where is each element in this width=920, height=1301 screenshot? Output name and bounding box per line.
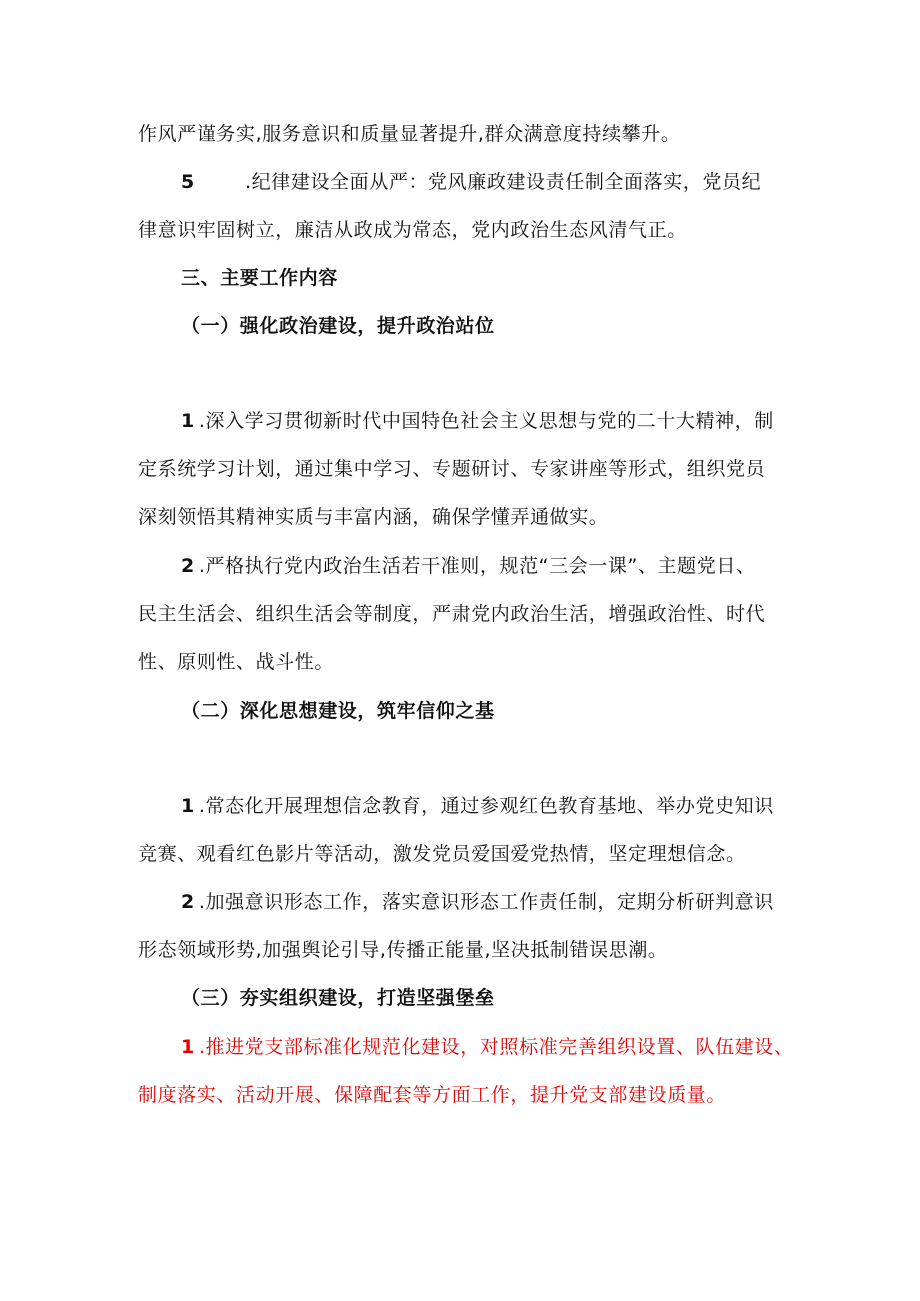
text-span: .深入学习贯彻新时代中国特色社会主义思想与党的二十大精神，制 xyxy=(198,410,774,432)
item-2-1-line-1 xyxy=(181,793,774,819)
item-5-line-1 xyxy=(181,169,761,195)
item-number: 1 xyxy=(181,410,195,432)
text-span: .推进党支部标准化规范化建设，对照标准完善组织设置、队伍建设、 xyxy=(198,1036,794,1058)
text-span: .常态化开展理想信念教育，通过参观红色教育基地、举办党史知识 xyxy=(198,795,774,817)
item-1-2-line-3 xyxy=(138,649,334,675)
item-number: 1 xyxy=(181,795,195,817)
item-1-2-line-2 xyxy=(138,601,765,627)
item-5-line-2 xyxy=(138,217,687,243)
subsection-3-title: （三）夯实组织建设，打造坚强堡垒 xyxy=(181,987,495,1009)
paragraph-line xyxy=(138,121,680,147)
subsection-2-title: （二）深化思想建设，筑牢信仰之基 xyxy=(181,700,495,722)
subsection-heading xyxy=(181,985,495,1011)
subsection-1-title: （一）强化政治建设，提升政治站位 xyxy=(181,315,495,337)
text-span: 竞赛、观看红色影片等活动，激发党员爱国爱党热情，坚定理想信念。 xyxy=(138,843,746,865)
subsection-heading xyxy=(181,313,495,339)
section-3-title: 三、主要工作内容 xyxy=(181,267,338,289)
item-3-1-line-1 xyxy=(181,1034,793,1060)
text-span: 定系统学习计划，通过集中学习、专题研讨、专家讲座等形式，组织党员 xyxy=(138,458,766,480)
item-number: 2 xyxy=(181,891,195,913)
item-1-1-line-2 xyxy=(138,456,765,482)
text-span: 作风严谨务实,服务意识和质量显著提升,群众满意度持续攀升。 xyxy=(138,123,681,145)
text-span: 律意识牢固树立，廉洁从政成为常态，党内政治生态风清气正。 xyxy=(138,219,687,241)
section-heading xyxy=(181,265,338,291)
text-span: .纪律建设全面从严：党风廉政建设责任制全面落实，党员纪 xyxy=(245,171,762,193)
text-span: 民主生活会、组织生活会等制度，严肃党内政治生活，增强政治性、时代 xyxy=(138,603,766,625)
text-span: 深刻领悟其精神实质与丰富内涵，确保学懂弄通做实。 xyxy=(138,506,609,528)
item-number: 1 xyxy=(181,1036,195,1058)
text-span: .加强意识形态工作，落实意识形态工作责任制，定期分析研判意识 xyxy=(198,891,774,913)
text-span: 制度落实、活动开展、保障配套等方面工作，提升党支部建设质量。 xyxy=(138,1084,727,1106)
item-number: 5 xyxy=(181,171,195,193)
text-span: 性、原则性、战斗性。 xyxy=(138,651,335,673)
item-3-1-line-2 xyxy=(138,1082,726,1108)
item-number: 2 xyxy=(181,555,195,577)
item-2-2-line-1 xyxy=(181,889,774,915)
item-1-1-line-1 xyxy=(181,408,774,434)
item-1-2-line-1 xyxy=(181,553,756,579)
subsection-heading xyxy=(181,698,495,724)
item-2-2-line-2 xyxy=(138,937,668,963)
item-1-1-line-3 xyxy=(138,504,608,530)
item-2-1-line-2 xyxy=(138,841,746,867)
text-span: .严格执行党内政治生活若干准则，规范“三会一课”、主题党日、 xyxy=(198,555,756,577)
text-span: 形态领域形势,加强舆论引导,传播正能量,坚决抵制错误思潮。 xyxy=(138,939,668,961)
